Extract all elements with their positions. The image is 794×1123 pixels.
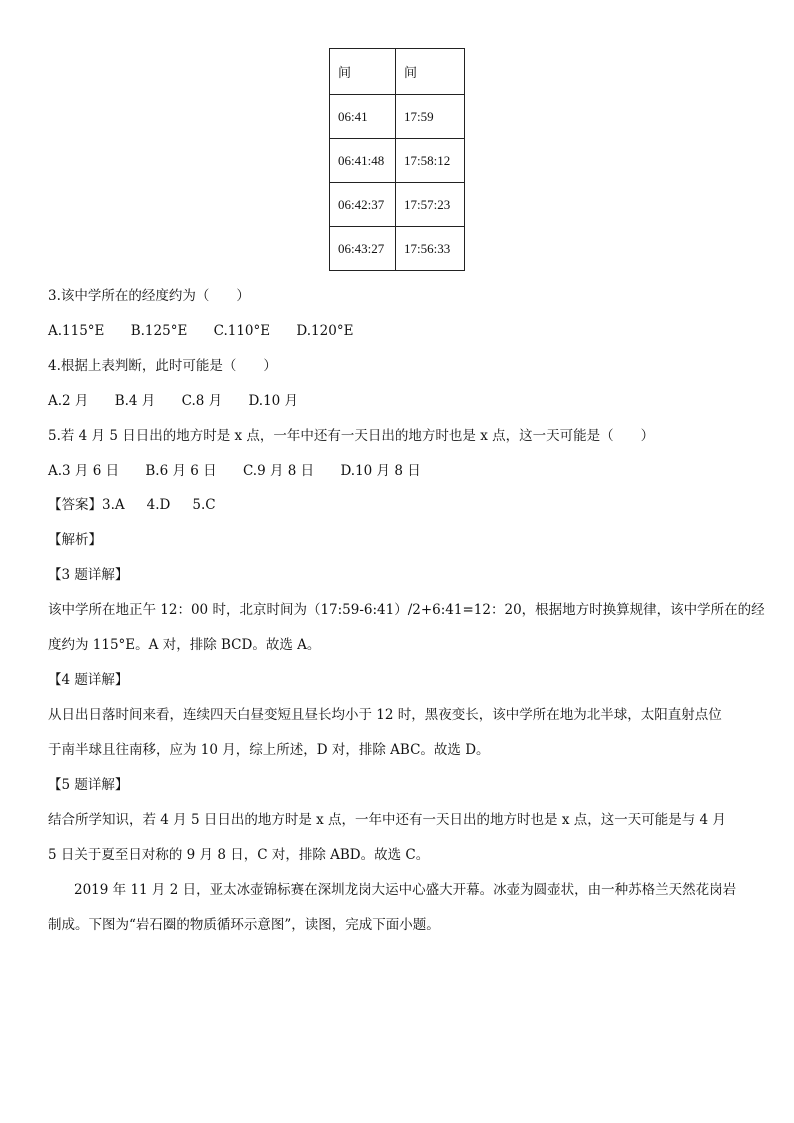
option-d: D.10 月 bbox=[248, 393, 299, 409]
sunrise-sunset-table bbox=[329, 48, 465, 271]
table-header-cell: 间 bbox=[396, 49, 465, 95]
table-header-cell: 间 bbox=[330, 49, 396, 95]
question-5-options bbox=[48, 461, 421, 481]
answer-item: 4.D bbox=[146, 497, 171, 513]
question-5-stem: 5.若 4 月 5 日日出的地方时是 x 点，一年中还有一天日出的地方时也是 x 点，这一天可能是（ ） bbox=[48, 428, 655, 444]
table-row bbox=[330, 139, 465, 183]
table-row bbox=[330, 183, 465, 227]
intro-paragraph-line: 制成。下图为“岩石圈的物质循环示意图”，读图，完成下面小题。 bbox=[48, 917, 440, 933]
sunrise-cell: 06:41 bbox=[330, 95, 396, 139]
detail-3-line: 该中学所在地正午 12：00 时，北京时间为（17:59-6:41）/2+6:41=12：20，根据地方时换算规律，该中学所在的经 bbox=[48, 602, 765, 618]
sunset-cell: 17:59 bbox=[396, 95, 465, 139]
sunset-cell: 17:58:12 bbox=[396, 139, 465, 183]
table-row bbox=[330, 227, 465, 271]
option-a: A.2 月 bbox=[48, 393, 89, 409]
detail-5-line: 结合所学知识，若 4 月 5 日日出的地方时是 x 点，一年中还有一天日出的地方时也是 x 点，这一天可能是与 4 月 bbox=[48, 812, 726, 828]
intro-paragraph-line: 2019 年 11 月 2 日，亚太冰壶锦标赛在深圳龙岗大运中心盛大开幕。冰壶为圆壶状，由一种苏格兰天然花岗岩 bbox=[74, 882, 737, 898]
question-4-stem: 4.根据上表判断，此时可能是（ ） bbox=[48, 358, 277, 374]
detail-4-line: 从日出日落时间来看，连续四天白昼变短且昼长均小于 12 时，黑夜变长，该中学所在地为北半球，太阳直射点位 bbox=[48, 707, 722, 723]
answer-item: 3.A bbox=[102, 497, 125, 513]
analysis-heading: 【解析】 bbox=[48, 532, 102, 548]
option-d: D.10 月 8 日 bbox=[340, 463, 421, 479]
detail-5-line: 5 日关于夏至日对称的 9 月 8 日，C 对，排除 ABD。故选 C。 bbox=[48, 847, 430, 863]
detail-3-line: 度约为 115°E。A 对，排除 BCD。故选 A。 bbox=[48, 637, 321, 653]
detail-3-heading: 【3 题详解】 bbox=[48, 567, 129, 583]
detail-5-heading: 【5 题详解】 bbox=[48, 777, 129, 793]
detail-4-line: 于南半球且往南移，应为 10 月，综上所述，D 对，排除 ABC。故选 D。 bbox=[48, 742, 490, 758]
option-a: A.115°E bbox=[48, 323, 105, 339]
option-c: C.9 月 8 日 bbox=[242, 463, 315, 479]
question-4-options bbox=[48, 391, 298, 411]
table-row bbox=[330, 95, 465, 139]
answer-item: 5.C bbox=[192, 497, 216, 513]
sunset-cell: 17:56:33 bbox=[396, 227, 465, 271]
option-b: B.4 月 bbox=[114, 393, 156, 409]
option-c: C.110°E bbox=[213, 323, 271, 339]
sunrise-cell: 06:43:27 bbox=[330, 227, 396, 271]
table-header-row bbox=[330, 49, 465, 95]
sunrise-cell: 06:42:37 bbox=[330, 183, 396, 227]
option-d: D.120°E bbox=[296, 323, 354, 339]
question-3-options bbox=[48, 321, 353, 341]
option-b: B.125°E bbox=[130, 323, 188, 339]
sunrise-cell: 06:41:48 bbox=[330, 139, 396, 183]
option-c: C.8 月 bbox=[181, 393, 223, 409]
question-3-stem: 3.该中学所在的经度约为（ ） bbox=[48, 288, 250, 304]
option-a: A.3 月 6 日 bbox=[48, 463, 120, 479]
detail-4-heading: 【4 题详解】 bbox=[48, 672, 129, 688]
option-b: B.6 月 6 日 bbox=[145, 463, 217, 479]
sunset-cell: 17:57:23 bbox=[396, 183, 465, 227]
answer-line bbox=[48, 495, 238, 515]
answer-label: 【答案】 bbox=[48, 497, 102, 513]
